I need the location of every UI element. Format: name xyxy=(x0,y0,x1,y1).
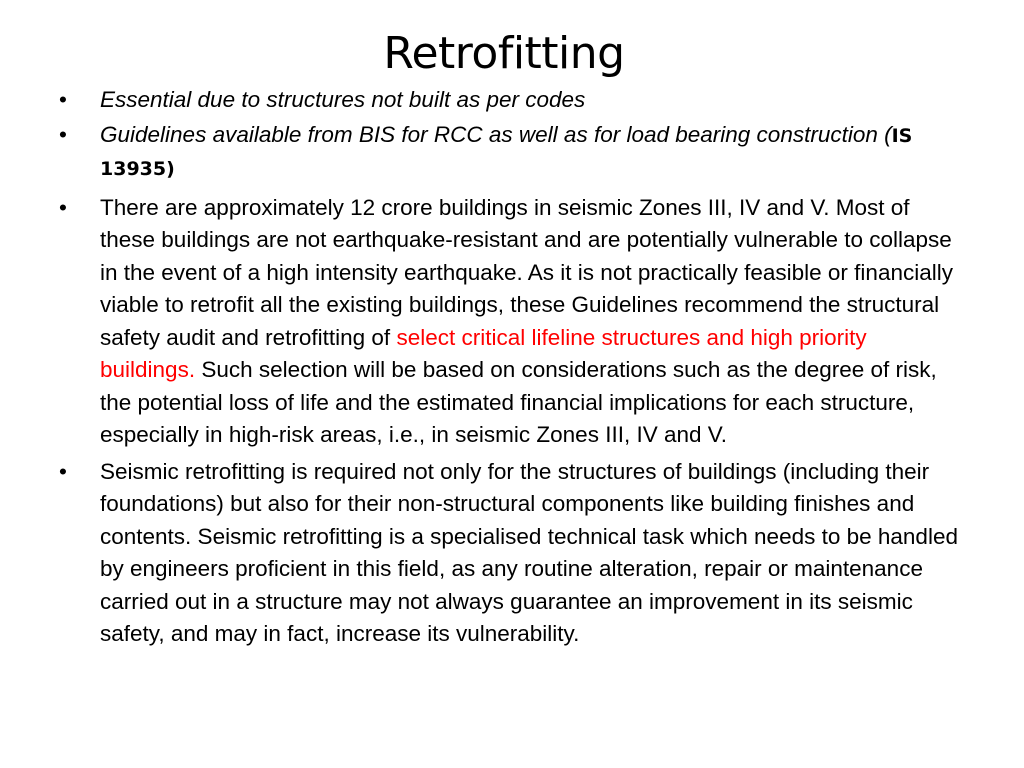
bullet-item-buildings xyxy=(58,192,964,452)
bullet-dot-icon: • xyxy=(59,87,67,112)
bullet-dot-icon: • xyxy=(59,194,67,220)
bullet-item-guidelines xyxy=(58,119,964,186)
slide-title: Retrofitting xyxy=(383,28,625,79)
bullet-text: Guidelines available from BIS for RCC as well as for load bearing construction ( xyxy=(100,121,892,147)
bullet-text: Essential due to structures not built as per codes xyxy=(100,87,586,112)
standard-code: IS 13935) xyxy=(100,124,913,180)
highlighted-text: select critical lifeline structures and high priority buildings. xyxy=(100,324,867,382)
bullet-item-essential xyxy=(58,84,964,117)
bullet-dot-icon: • xyxy=(59,121,67,147)
bullet-list xyxy=(58,84,964,651)
bullet-text: Seismic retrofitting is required not only for the structures of buildings (including their foundations) but also for their non-structural components like building finishes and contents. Seismic retrofitting is a specialised technical task which needs to be handled by engineers proficient in this field, as any routine alteration, repair or maintenance carried out in a structure may not always guarantee an improvement in its seismic safety, and may in fact, increase its vulnerability. xyxy=(100,458,958,646)
bullet-item-seismic-retrofitting xyxy=(58,456,964,651)
bullet-text-before: There are approximately 12 crore buildings in seismic Zones III, IV and V. Most of these buildings are not earthquake-resistant and are potentially vulnerable to collapse in the event of a high intensity earthquake. As it is not practically feasible or financially viable to retrofit all the existing buildings, these Guidelines recommend the structural safety audit and retrofitting of xyxy=(100,194,953,350)
bullet-text-after: Such selection will be based on considerations such as the degree of risk, the potential loss of life and the estimated financial implications for each structure, especially in high-risk areas, i.e., in seismic Zones III, IV and V. xyxy=(100,357,937,447)
bullet-dot-icon: • xyxy=(59,458,67,484)
